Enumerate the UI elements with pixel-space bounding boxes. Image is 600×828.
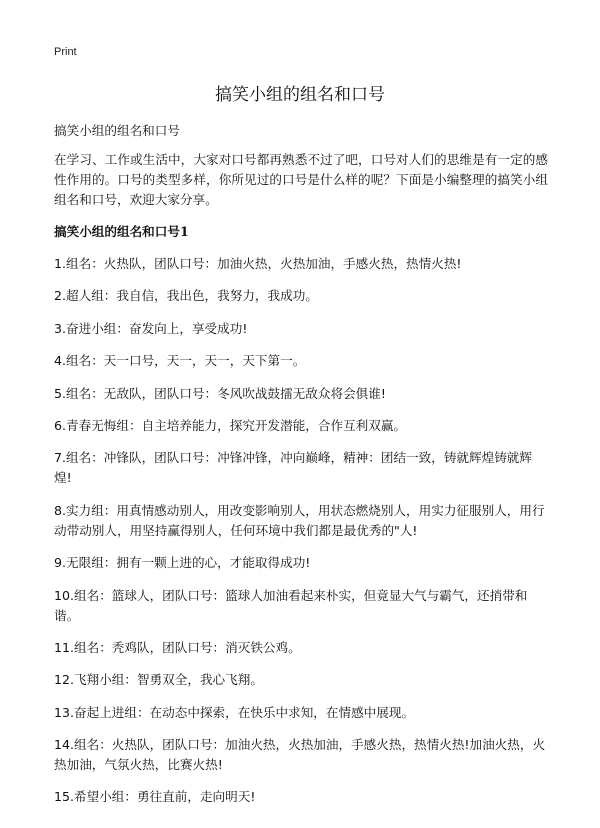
page-title: 搞笑小组的组名和口号 <box>215 85 385 105</box>
list-item: 15.希望小组：勇往直前，走向明天! <box>54 789 256 805</box>
list-item: 7.组名：冲锋队，团队口号：冲锋冲锋，冲向巅峰，精神：团结一致，铸就辉煌铸就辉煌! <box>54 450 532 486</box>
document-body <box>54 121 548 820</box>
list-item: 8.实力组：用真情感动别人，用改变影响别人，用状态燃烧别人，用实力征服别人，用行动带动别人，用坚持赢得别人，任何环境中我们都是最优秀的"人! <box>54 502 545 538</box>
list-item: 1.组名：火热队，团队口号：加油火热，火热加油，手感火热，热情火热! <box>54 256 462 271</box>
list-item: 4.组名：天一口号，天一，天一，天下第一。 <box>54 353 306 369</box>
list-item: 3.奋进小组：奋发向上，享受成功! <box>54 320 248 336</box>
list-item: 10.组名：篮球人，团队口号：篮球人加油看起来朴实，但竟显大气与霸气，还捎带和谐。 <box>54 587 528 623</box>
list-item: 14.组名：火热队，团队口号：加油火热，火热加油，手感火热，热情火热!加油火热，火热加油，气氛火热，比赛火热! <box>54 737 546 773</box>
section-heading: 搞笑小组的组名和口号1 <box>54 224 189 239</box>
intro-paragraph: 在学习、工作或生活中，大家对口号都再熟悉不过了吧，口号对人们的思维是有一定的感性作用的。口号的类型多样，你所见过的口号是什么样的呢？下面是小编整理的搞笑小组组名和口号，欢迎大家分享。 <box>54 152 548 207</box>
list-item: 5.组名：无敌队，团队口号：冬风吹战鼓擂无敌众将会俱谁! <box>54 385 386 401</box>
print-label: Print <box>54 46 77 58</box>
list-item: 9.无限组：拥有一颗上进的心，才能取得成功! <box>54 555 311 571</box>
list-item: 6.青春无悔组：自主培养能力，探究开发潜能，合作互利双赢。 <box>54 417 407 433</box>
list-item: 2.超人组：我自信，我出色，我努力，我成功。 <box>54 288 318 304</box>
list-item: 11.组名：秃鸡队，团队口号：消灭铁公鸡。 <box>54 639 301 655</box>
list-item: 12.飞翔小组：智勇双全，我心飞翔。 <box>54 672 263 688</box>
list-item: 13.奋起上进组：在动态中探索，在快乐中求知，在情感中展现。 <box>54 704 415 720</box>
subtitle: 搞笑小组的组名和口号 <box>54 123 180 138</box>
